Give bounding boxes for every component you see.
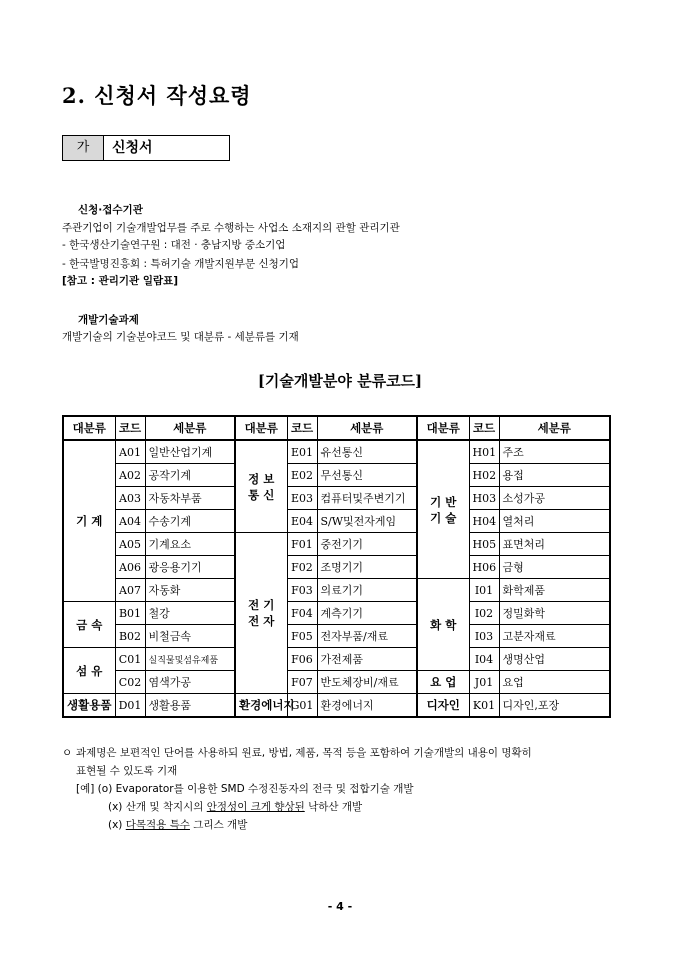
code-cell: I01 [469, 579, 499, 602]
subcategory-cell: 계측기기 [317, 602, 417, 625]
header-category-2: 대분류 [235, 416, 287, 440]
subcategory-cell: 자동차부품 [145, 487, 235, 510]
code-cell: C02 [115, 671, 145, 694]
table-row [63, 487, 610, 510]
category-electric-line2: 전 자 [248, 614, 275, 628]
category-design: 디자인 [417, 694, 469, 718]
code-cell: I02 [469, 602, 499, 625]
subcategory-cell: 염색가공 [145, 671, 235, 694]
code-cell: B02 [115, 625, 145, 648]
category-info-comm [235, 440, 287, 533]
section-title: 2. 신청서 작성요령 [62, 83, 252, 108]
category-info-comm-line1: 정 보 [248, 471, 275, 486]
category-env-energy: 환경에너지 [235, 694, 287, 718]
code-cell: H05 [469, 533, 499, 556]
subcategory-cell: 공작기계 [145, 464, 235, 487]
code-cell: F06 [287, 648, 317, 671]
code-cell: A02 [115, 464, 145, 487]
code-cell: F01 [287, 533, 317, 556]
category-info-comm-line2: 통 신 [248, 487, 275, 502]
subcategory-cell: 가전제품 [317, 648, 417, 671]
table-row [63, 671, 610, 694]
category-chemistry: 화 학 [417, 579, 469, 671]
subcategory-cell: 컴퓨터및주변기기 [317, 487, 417, 510]
code-cell: E01 [287, 440, 317, 464]
subcategory-cell: 요업 [499, 671, 610, 694]
subcategory-cell: 생활용품 [145, 694, 235, 718]
code-cell: F07 [287, 671, 317, 694]
project-line1: 개발기술의 기술분야코드 및 대분류 - 세분류를 기재 [62, 331, 299, 343]
applicant-line3: - 한국발명진흥회 : 특허기술 개발지원부문 신청기업 [62, 258, 300, 270]
category-metal: 금 속 [63, 602, 115, 648]
bad2-pre: (x) [108, 819, 126, 831]
category-basic-tech [417, 440, 469, 579]
subcategory-cell: 주조 [499, 440, 610, 464]
applicant-line1: 주관기업이 기술개발업무를 주로 수행하는 사업소 소재지의 관할 관리기관 [62, 222, 400, 234]
subcategory-cell: 표면처리 [499, 533, 610, 556]
table-row [63, 464, 610, 487]
subcategory-cell: 조명기기 [317, 556, 417, 579]
subcategory-cell: 무선통신 [317, 464, 417, 487]
classification-code-table [62, 415, 611, 718]
applicant-line2: - 한국생산기술연구원 : 대전 · 충남지방 중소기업 [62, 239, 286, 251]
subcategory-cell: 광응용기기 [145, 556, 235, 579]
code-cell: H06 [469, 556, 499, 579]
note-bullet: ㅇ [62, 747, 73, 759]
table-row [63, 556, 610, 579]
subcategory-cell: 용접 [499, 464, 610, 487]
table-row [63, 579, 610, 602]
note-line1: 과제명은 보편적인 단어를 사용하되 원료, 방법, 제품, 목적 등을 포함하여 기술개발의 내용이 명확히 [76, 747, 532, 759]
subcategory-cell: 정밀화학 [499, 602, 610, 625]
subcategory-cell: 반도체장비/재료 [317, 671, 417, 694]
code-cell: A03 [115, 487, 145, 510]
code-cell: F04 [287, 602, 317, 625]
sub-heading-number: 가 [63, 136, 104, 160]
table-header-row [63, 416, 610, 440]
table-row [63, 533, 610, 556]
table-row [63, 510, 610, 533]
code-cell: I04 [469, 648, 499, 671]
table-row [63, 625, 610, 648]
code-cell: C01 [115, 648, 145, 671]
category-electric-line1: 전 기 [248, 598, 275, 612]
subcategory-cell: 금형 [499, 556, 610, 579]
bad1-pre: (x) 산개 및 착지시의 [108, 801, 207, 813]
code-cell: I03 [469, 625, 499, 648]
category-machinery: 기 계 [63, 440, 115, 602]
subcategory-cell: 유선통신 [317, 440, 417, 464]
code-cell: A04 [115, 510, 145, 533]
header-code-2: 코드 [287, 416, 317, 440]
code-cell: F03 [287, 579, 317, 602]
applicant-heading: 신청·접수기관 [78, 204, 143, 216]
code-cell: K01 [469, 694, 499, 718]
code-cell: A07 [115, 579, 145, 602]
note-bad-example-1 [108, 799, 362, 815]
code-cell: G01 [287, 694, 317, 718]
subcategory-cell: 기계요소 [145, 533, 235, 556]
subcategory-cell: 자동화 [145, 579, 235, 602]
code-cell: H04 [469, 510, 499, 533]
code-cell: A05 [115, 533, 145, 556]
note-line2: 표현될 수 있도록 기재 [76, 765, 178, 777]
subcategory-cell: 열처리 [499, 510, 610, 533]
code-cell: E04 [287, 510, 317, 533]
subcategory-cell: 수송기계 [145, 510, 235, 533]
code-cell: D01 [115, 694, 145, 718]
category-basic-tech-line2: 기 술 [430, 510, 457, 525]
bad1-post: 낙하산 개발 [304, 801, 363, 813]
note-bad-example-2 [108, 817, 247, 833]
code-cell: E03 [287, 487, 317, 510]
category-electric-electronic [235, 533, 287, 694]
code-cell: E02 [287, 464, 317, 487]
subcategory-cell: 화학제품 [499, 579, 610, 602]
page-number: - 4 - [327, 900, 353, 913]
code-cell: H02 [469, 464, 499, 487]
table-row [63, 648, 610, 671]
sub-heading-label: 신청서 [112, 140, 153, 156]
bad1-underline: 안정성이 크게 향상된 [206, 801, 305, 813]
subcategory-cell: 생명산업 [499, 648, 610, 671]
project-heading: 개발기술과제 [78, 314, 139, 326]
header-category-3: 대분류 [417, 416, 469, 440]
header-subcategory-3: 세분류 [499, 416, 610, 440]
table-row [63, 694, 610, 718]
header-code-1: 코드 [115, 416, 145, 440]
subcategory-cell: 비철금속 [145, 625, 235, 648]
code-cell: A01 [115, 440, 145, 464]
category-textile: 섬 유 [63, 648, 115, 694]
code-cell: H01 [469, 440, 499, 464]
subcategory-cell: 환경에너지 [317, 694, 417, 718]
table-row [63, 602, 610, 625]
code-cell: F02 [287, 556, 317, 579]
sub-heading-box [62, 135, 230, 161]
category-ceramics: 요 업 [417, 671, 469, 694]
code-cell: J01 [469, 671, 499, 694]
subcategory-cell: S/W및전자게임 [317, 510, 417, 533]
code-cell: A06 [115, 556, 145, 579]
code-cell: B01 [115, 602, 145, 625]
subcategory-cell: 전자부품/재료 [317, 625, 417, 648]
subcategory-cell: 실직물및섬유제품 [145, 648, 235, 671]
header-code-3: 코드 [469, 416, 499, 440]
subcategory-cell: 철강 [145, 602, 235, 625]
header-subcategory-2: 세분류 [317, 416, 417, 440]
header-subcategory-1: 세분류 [145, 416, 235, 440]
table-row [63, 440, 610, 464]
category-household: 생활용품 [63, 694, 115, 718]
bad2-underline: 다목적용 특수 [125, 819, 190, 831]
subcategory-cell: 일반산업기계 [145, 440, 235, 464]
note-example: [예] (o) Evaporator를 이용한 SMD 수정진동자의 전극 및 접합기술 개발 [76, 783, 414, 795]
subcategory-cell: 소성가공 [499, 487, 610, 510]
table-caption: [기술개발분야 분류코드] [257, 372, 423, 390]
subcategory-cell: 중전기기 [317, 533, 417, 556]
category-basic-tech-line1: 기 반 [430, 494, 457, 509]
bad2-post: 그리스 개발 [189, 819, 248, 831]
subcategory-cell: 디자인,포장 [499, 694, 610, 718]
header-category-1: 대분류 [63, 416, 115, 440]
applicant-note: [참고 : 관리기관 일람표] [62, 275, 179, 287]
subcategory-cell: 고분자재료 [499, 625, 610, 648]
code-cell: F05 [287, 625, 317, 648]
code-cell: H03 [469, 487, 499, 510]
subcategory-cell: 의료기기 [317, 579, 417, 602]
